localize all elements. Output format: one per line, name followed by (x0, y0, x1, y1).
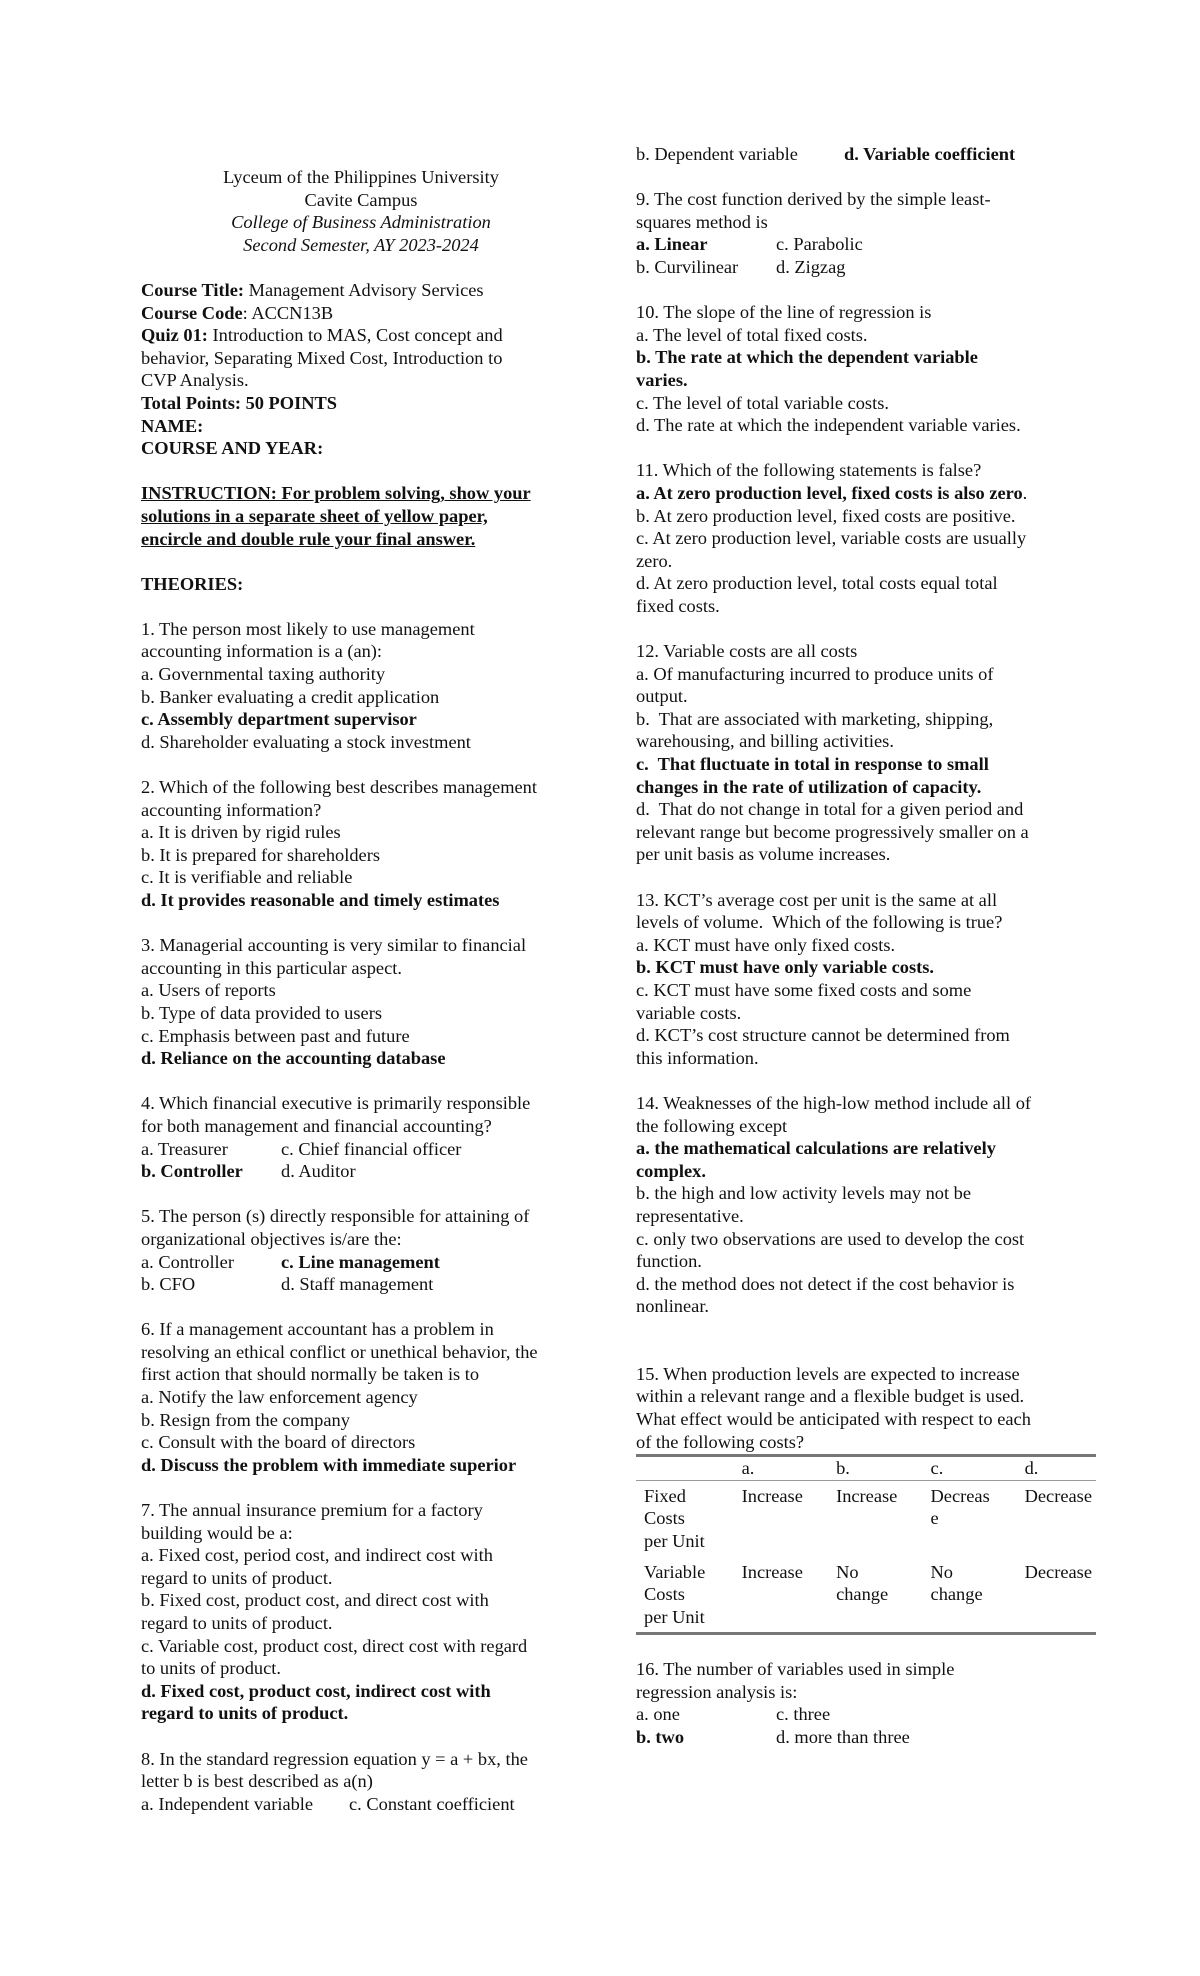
option: c. Constant coefficient (349, 1793, 515, 1814)
instruction-line: solutions in a separate sheet of yellow paper, (141, 505, 488, 526)
option: a. one (636, 1704, 680, 1725)
question-stem: 1. The person most likely to use management (141, 618, 475, 639)
option: b. Curvilinear (636, 256, 739, 277)
option: variable costs. (636, 1002, 742, 1023)
question-16 (636, 1658, 1096, 1748)
option-answer: b. Controller (141, 1161, 243, 1182)
table-header-cell (636, 1456, 734, 1481)
option-answer: a. Linear (636, 234, 708, 255)
question-14 (636, 1092, 1096, 1318)
question-4 (141, 1092, 581, 1182)
question-8 (141, 1748, 581, 1816)
table-row (636, 1557, 1096, 1634)
question-stem: accounting information? (141, 799, 322, 820)
right-column (636, 143, 1096, 1748)
instruction-line: INSTRUCTION: For problem solving, show your (141, 483, 531, 504)
table-cell: No change (930, 1561, 983, 1605)
table-cell: No change (836, 1561, 889, 1605)
option-answer: a. At zero production level, fixed costs is also zero. (636, 482, 1028, 503)
question-stem: accounting in this particular aspect. (141, 957, 402, 978)
option: a. KCT must have only fixed costs. (636, 934, 896, 955)
question-stem: of the following costs? (636, 1431, 805, 1452)
table-header-row (636, 1456, 1096, 1481)
option: d. At zero production level, total costs equal total (636, 573, 998, 594)
question-stem: What effect would be anticipated with respect to each (636, 1409, 1031, 1430)
option: a. Independent variable (141, 1793, 314, 1814)
option-answer: changes in the rate of utilization of capacity. (636, 776, 982, 797)
option-answer: complex. (636, 1160, 706, 1181)
table-row-label: Variable Costs per Unit (644, 1561, 706, 1627)
college-name: College of Business Administration (231, 212, 491, 233)
table-cell: Increase (741, 1561, 803, 1582)
question-stem: levels of volume. Which of the following is true? (636, 912, 1003, 933)
question-10 (636, 301, 1096, 437)
question-stem: 9. The cost function derived by the simple least- (636, 189, 991, 210)
question-stem: 15. When production levels are expected to increase (636, 1363, 1020, 1384)
option-answer: c. Line management (281, 1251, 440, 1272)
question-stem: 11. Which of the following statements is false? (636, 460, 982, 481)
option: c. Emphasis between past and future (141, 1025, 410, 1046)
course-info (141, 279, 581, 460)
question-stem: 6. If a management accountant has a problem in (141, 1319, 494, 1340)
option: d. Staff management (281, 1274, 434, 1295)
option: c. only two observations are used to develop the cost (636, 1228, 1025, 1249)
option: c. three (776, 1704, 831, 1725)
question-2 (141, 776, 581, 912)
option: zero. (636, 550, 673, 571)
option: d. KCT’s cost structure cannot be determined from (636, 1025, 1010, 1046)
table-cell: Increase (741, 1485, 803, 1506)
option: fixed costs. (636, 595, 720, 616)
name-field-label: NAME: (141, 415, 204, 436)
option-answer: b. The rate at which the dependent variable (636, 347, 978, 368)
course-code: Course Code: ACCN13B (141, 302, 334, 323)
table-cell: Decrease (1024, 1485, 1092, 1506)
option: a. Of manufacturing incurred to produce units of (636, 663, 994, 684)
option: b. Banker evaluating a credit application (141, 686, 440, 707)
course-year-label: COURSE AND YEAR: (141, 438, 324, 459)
option: c. Variable cost, product cost, direct cost with regard (141, 1635, 528, 1656)
question-stem: first action that should normally be taken is to (141, 1364, 480, 1385)
option: b. At zero production level, fixed costs are positive. (636, 505, 1016, 526)
option: warehousing, and billing activities. (636, 731, 894, 752)
question-8-continued (636, 143, 1096, 166)
option: c. Chief financial officer (281, 1138, 462, 1159)
quiz-title-line3: CVP Analysis. (141, 370, 249, 391)
question-12 (636, 640, 1096, 866)
question-stem: 14. Weaknesses of the high-low method include all of (636, 1092, 1032, 1113)
campus-name: Cavite Campus (304, 189, 418, 210)
total-points: Total Points: 50 POINTS (141, 392, 338, 413)
option: a. Governmental taxing authority (141, 664, 386, 685)
option: function. (636, 1251, 702, 1272)
table-header-cell: b. (836, 1458, 850, 1479)
table-row-label: Fixed Costs per Unit (644, 1485, 705, 1552)
question-stem: for both management and financial accounting? (141, 1115, 492, 1136)
option: to units of product. (141, 1658, 281, 1679)
option: d. Auditor (281, 1161, 356, 1182)
question-3 (141, 934, 581, 1070)
option-answer: b. two (636, 1726, 685, 1747)
option: b. Resign from the company (141, 1409, 350, 1430)
option: regard to units of product. (141, 1613, 333, 1633)
option: c. KCT must have some fixed costs and some (636, 979, 972, 1000)
option: this information. (636, 1047, 759, 1068)
option: c. It is verifiable and reliable (141, 867, 353, 888)
question-9 (636, 188, 1096, 278)
option-answer: b. KCT must have only variable costs. (636, 957, 935, 978)
option: d. the method does not detect if the cost behavior is (636, 1273, 1015, 1294)
option: per unit basis as volume increases. (636, 844, 891, 865)
option: d. Shareholder evaluating a stock investment (141, 731, 471, 752)
option: a. It is driven by rigid rules (141, 822, 341, 843)
question-stem: within a relevant range and a flexible budget is used. (636, 1386, 1025, 1407)
question-stem: 5. The person (s) directly responsible for attaining of (141, 1206, 530, 1227)
option-answer: d. Variable coefficient (844, 144, 1016, 164)
instruction-line: encircle and double rule your final answer. (141, 528, 476, 549)
question-stem: 8. In the standard regression equation y = a + bx, the (141, 1748, 528, 1769)
cost-effect-table (636, 1454, 1096, 1635)
option: regard to units of product. (141, 1567, 333, 1588)
question-stem: 7. The annual insurance premium for a factory (141, 1500, 483, 1521)
option: representative. (636, 1205, 744, 1226)
option: d. more than three (776, 1726, 910, 1747)
option: b. CFO (141, 1274, 196, 1295)
option: output. (636, 686, 688, 707)
option: b. the high and low activity levels may not be (636, 1183, 972, 1204)
quiz-title: Quiz 01: Introduction to MAS, Cost concept and (141, 325, 503, 346)
option: b. Fixed cost, product cost, and direct cost with (141, 1590, 489, 1611)
question-stem: 13. KCT’s average cost per unit is the same at all (636, 889, 998, 910)
option: a. Controller (141, 1251, 234, 1272)
question-stem: regression analysis is: (636, 1681, 798, 1702)
question-stem: organizational objectives is/are the: (141, 1228, 402, 1249)
option: b. It is prepared for shareholders (141, 844, 380, 865)
theories-heading: THEORIES: (141, 573, 244, 594)
question-stem: resolving an ethical conflict or unethical behavior, the (141, 1341, 538, 1362)
option: c. The level of total variable costs. (636, 392, 889, 413)
table-header-cell: d. (1024, 1458, 1039, 1479)
semester-label: Second Semester, AY 2023-2024 (243, 234, 479, 255)
question-stem: 16. The number of variables used in simple (636, 1659, 955, 1679)
option: a. Fixed cost, period cost, and indirect cost with (141, 1545, 493, 1566)
table-cell: Decreas e (930, 1485, 990, 1529)
table-row (636, 1480, 1096, 1556)
course-title: Course Title: Management Advisory Services (141, 279, 484, 300)
option: b. That are associated with marketing, shipping, (636, 708, 994, 729)
university-name: Lyceum of the Philippines University (223, 167, 499, 187)
option-answer: d. Fixed cost, product cost, indirect cost with (141, 1680, 491, 1701)
option: a. Users of reports (141, 980, 276, 1001)
option-answer: a. the mathematical calculations are relatively (636, 1138, 996, 1159)
option-answer: varies. (636, 369, 688, 390)
question-6 (141, 1318, 581, 1476)
question-1 (141, 618, 581, 754)
document-header (141, 166, 581, 256)
question-13 (636, 889, 1096, 1070)
question-15 (636, 1363, 1096, 1636)
option-answer: d. Discuss the problem with immediate superior (141, 1454, 517, 1475)
option: c. At zero production level, variable costs are usually (636, 528, 1027, 549)
table-header-cell-answer: c. (930, 1458, 944, 1479)
option: a. Treasurer (141, 1138, 228, 1159)
table-header-cell: a. (741, 1458, 755, 1479)
question-stem: accounting information is a (an): (141, 641, 383, 662)
question-7 (141, 1499, 581, 1725)
question-stem: 2. Which of the following best describes management (141, 777, 537, 798)
option-answer: c. That fluctuate in total in response to small (636, 754, 989, 775)
question-stem: building would be a: (141, 1522, 293, 1543)
question-stem: 3. Managerial accounting is very similar to financial (141, 935, 527, 956)
table-cell: Increase (836, 1485, 898, 1506)
option: d. That do not change in total for a given period and (636, 799, 1024, 820)
option: b. Type of data provided to users (141, 1002, 382, 1023)
question-stem: letter b is best described as a(n) (141, 1771, 373, 1792)
option: a. Notify the law enforcement agency (141, 1387, 418, 1408)
question-stem: 10. The slope of the line of regression is (636, 302, 932, 323)
quiz-title-line2: behavior, Separating Mixed Cost, Introduction to (141, 347, 503, 368)
question-11 (636, 459, 1096, 617)
left-column (141, 166, 581, 1815)
option: b. Dependent variable (636, 144, 798, 164)
option: d. Zigzag (776, 256, 846, 277)
option: a. The level of total fixed costs. (636, 324, 868, 345)
option: c. Parabolic (776, 234, 863, 255)
option-answer: regard to units of product. (141, 1703, 349, 1724)
option-answer: d. Reliance on the accounting database (141, 1048, 446, 1069)
question-5 (141, 1205, 581, 1295)
option: relevant range but become progressively smaller on a (636, 821, 1029, 842)
table-cell: Decrease (1024, 1561, 1092, 1582)
option: nonlinear. (636, 1296, 710, 1317)
question-stem: the following except (636, 1115, 788, 1136)
option-answer: c. Assembly department supervisor (141, 709, 417, 730)
option: d. The rate at which the independent variable varies. (636, 415, 1021, 436)
question-stem: squares method is (636, 211, 768, 232)
question-stem: 4. Which financial executive is primarily responsible (141, 1093, 531, 1114)
question-stem: 12. Variable costs are all costs (636, 641, 858, 662)
option-answer: d. It provides reasonable and timely estimates (141, 890, 500, 910)
option: c. Consult with the board of directors (141, 1432, 416, 1453)
instruction (141, 482, 581, 550)
